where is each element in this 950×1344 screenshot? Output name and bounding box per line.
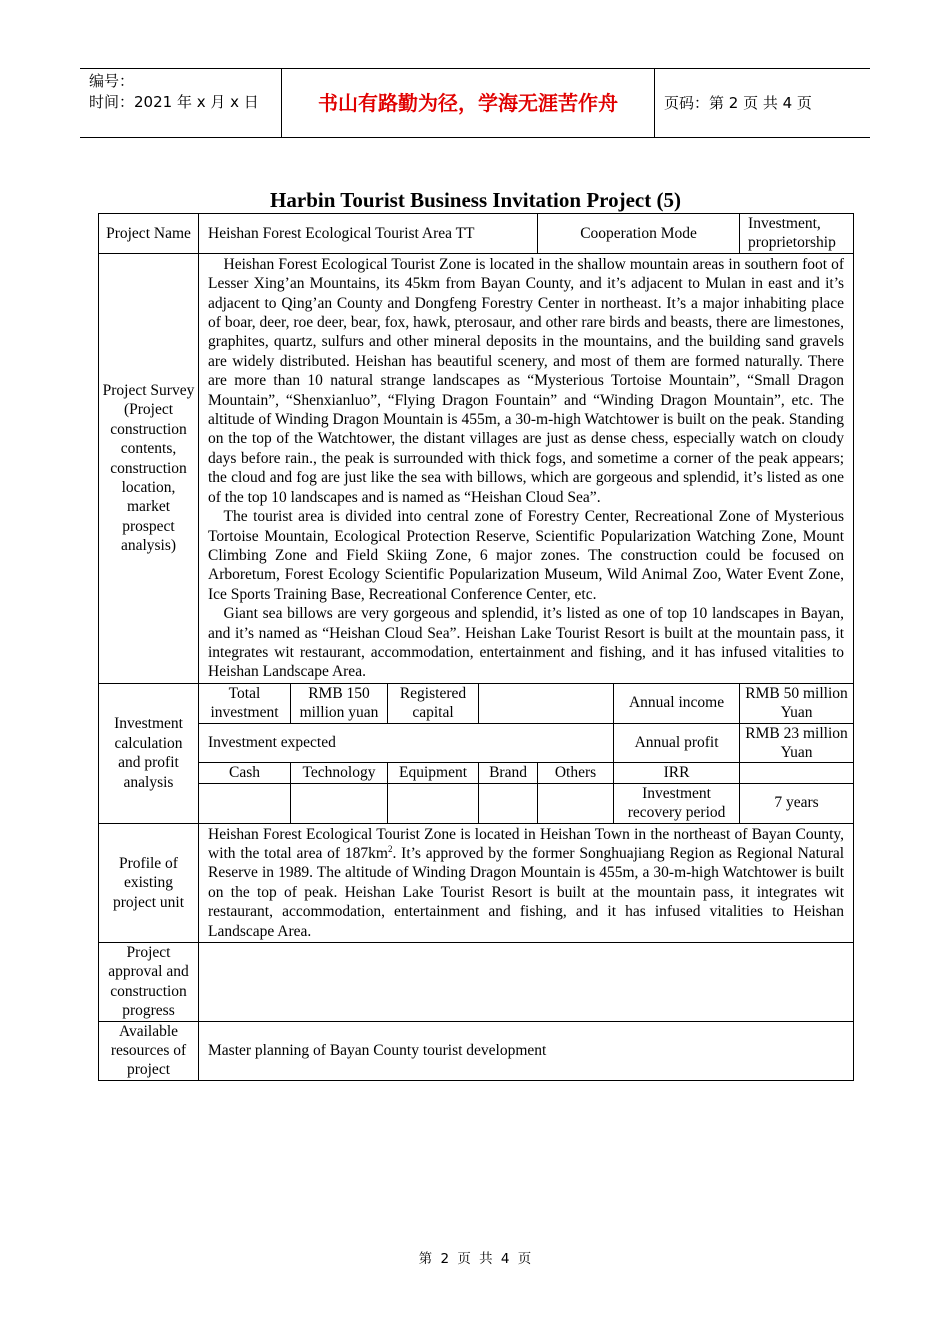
header-page-number: 页码：第 2 页 共 4 页 bbox=[664, 94, 812, 112]
total-investment-label: Total investment bbox=[199, 683, 291, 723]
recovery-period-value: 7 years bbox=[740, 783, 854, 823]
technology-column-header: Technology bbox=[291, 763, 388, 783]
survey-paragraph: The tourist area is divided into central zone of Forestry Center, Recreational Zone of Mysterious Tortoise Mountain, Ecological Protection Reserve, Scientific Popularization Watching Zone, Mount Climbing Zone and Field Skiing Zone, 6 major zones. The construction could be focused on Arboretum, Forest Ecology Scientific Popularization Museum, Wild Animal Zoo, Water Event Zone, Ice Sports Training Base, Recreational Conference Center, etc. bbox=[208, 508, 845, 603]
registered-capital-value bbox=[479, 683, 614, 723]
investment-row-1 bbox=[99, 683, 854, 723]
investment-label: Investment calculation and profit analysis bbox=[99, 683, 199, 823]
investment-expected-label: Investment expected bbox=[199, 723, 614, 763]
resources-label: Available resources of project bbox=[99, 1021, 199, 1080]
others-column-header: Others bbox=[538, 763, 614, 783]
annual-profit-label: Annual profit bbox=[614, 723, 740, 763]
technology-value bbox=[291, 783, 388, 823]
equipment-column-header: Equipment bbox=[388, 763, 479, 783]
approval-label: Project approval and construction progress bbox=[99, 943, 199, 1022]
registered-capital-label: Registered capital bbox=[388, 683, 479, 723]
project-name-value: Heishan Forest Ecological Tourist Area TT bbox=[199, 214, 538, 254]
cash-value bbox=[199, 783, 291, 823]
project-name-label: Project Name bbox=[99, 214, 199, 254]
cash-column-header: Cash bbox=[199, 763, 291, 783]
project-survey-label: Project Survey (Project construction contents, construction location, market prospect analysis) bbox=[99, 253, 199, 683]
document-time-label: 时间：2021 年 x 月 x 日 bbox=[89, 93, 259, 111]
investment-row-3 bbox=[99, 763, 854, 783]
header-divider bbox=[654, 69, 655, 137]
brand-value bbox=[479, 783, 538, 823]
approval-row bbox=[99, 943, 854, 1022]
cooperation-mode-value: Investment, proprietorship bbox=[740, 214, 854, 254]
project-survey-row bbox=[99, 253, 854, 683]
header-motto: 书山有路勤为径，学海无涯苦作舟 bbox=[318, 91, 618, 115]
investment-row-2 bbox=[99, 723, 854, 763]
cooperation-mode-label: Cooperation Mode bbox=[538, 214, 740, 254]
page-footer: 第 2 页 共 4 页 bbox=[418, 1251, 532, 1267]
header-meta bbox=[89, 71, 259, 113]
superscript-2: 2 bbox=[387, 843, 393, 854]
annual-profit-value: RMB 23 million Yuan bbox=[740, 723, 854, 763]
annual-income-label: Annual income bbox=[614, 683, 740, 723]
survey-paragraph: Giant sea billows are very gorgeous and splendid, it’s listed as one of top 10 landscapes in Bayan, and it’s named as “Heishan Cloud Sea”. Heishan Lake Tourist Resort is built at the mountain pass, it integrates wit restaurant, accommodation, entertainment and fishing, and it has infused vitalities to Heishan Landscape Area. bbox=[208, 605, 845, 681]
investment-row-4 bbox=[99, 783, 854, 823]
profile-text-part: Heishan Forest Ecological Tourist Zone is located in Heishan Town in the northeast of Bayan County, with the total area of 187km bbox=[208, 825, 845, 862]
brand-column-header: Brand bbox=[479, 763, 538, 783]
irr-label: IRR bbox=[614, 763, 740, 783]
resources-value: Master planning of Bayan County tourist development bbox=[199, 1021, 854, 1080]
recovery-period-label: Investment recovery period bbox=[614, 783, 740, 823]
approval-value bbox=[199, 943, 854, 1022]
irr-value bbox=[740, 763, 854, 783]
profile-row bbox=[99, 823, 854, 942]
others-value bbox=[538, 783, 614, 823]
profile-text bbox=[199, 823, 854, 942]
annual-income-value: RMB 50 million Yuan bbox=[740, 683, 854, 723]
document-title: Harbin Tourist Business Invitation Project (5) bbox=[270, 188, 681, 212]
project-name-row bbox=[99, 214, 854, 254]
equipment-value bbox=[388, 783, 479, 823]
profile-label: Profile of existing project unit bbox=[99, 823, 199, 942]
project-table bbox=[98, 213, 854, 1081]
page-header bbox=[80, 68, 870, 138]
survey-paragraph: Heishan Forest Ecological Tourist Zone is located in the shallow mountain areas in southern foot of Lesser Xing’an Mountains, its 45km from Bayan County, and it’s adjacent to Mulan in east and it’s adjacent to Qing’an County and Dongfeng Forestry Center in northeast. It’s a major inhabiting place of boar, deer, roe deer, bear, fox, hawk, pterosaur, and other rare birds and beasts, there are limestones, graphites, quartz, sulfurs and other mineral deposits in the mountains, and the building sand gravels are widely distributed. Heishan has beautiful scenery, and most of them are formed naturally. There are more than 10 natural strange landscapes as “Mysterious Tortoise Mountain”, “Small Dragon Mountain”, “Shenxianluo”, “Flying Dragon Fountain” and “Winding Dragon Mountain”, etc. The altitude of Winding Dragon Mountain is 455m, a 30-m-high Watchtower is built on the peak. Standing on the top of the Watchtower, the distant villages are just as dense chess, especially watch on cloudy days before rain., the peak is surrounded with thick fogs, and sometime a corner of the peak appears; the cloud and fog are just like the sea with billows, which are gorgeous and splendid, it’s listed as one of the top 10 landscapes and is named as “Heishan Cloud Sea”. bbox=[208, 255, 845, 506]
project-survey-text bbox=[199, 253, 854, 683]
document-number-label: 编号： bbox=[89, 72, 135, 90]
resources-row bbox=[99, 1021, 854, 1080]
profile-text-part: . It’s approved by the former Songhuajiang Region as Regional Natural Reserve in 1989. The altitude of Winding Dragon Mountain is 455m, a 30-m-high Watchtower is built on the top of peak. Heishan Lake Tourist Resort is built at the mountain pass, it integrates wit restaurant, accommodation, entertainment and fishing, and it has infused vitalities to Heishan Landscape Area. bbox=[208, 845, 845, 940]
total-investment-value: RMB 150 million yuan bbox=[291, 683, 388, 723]
